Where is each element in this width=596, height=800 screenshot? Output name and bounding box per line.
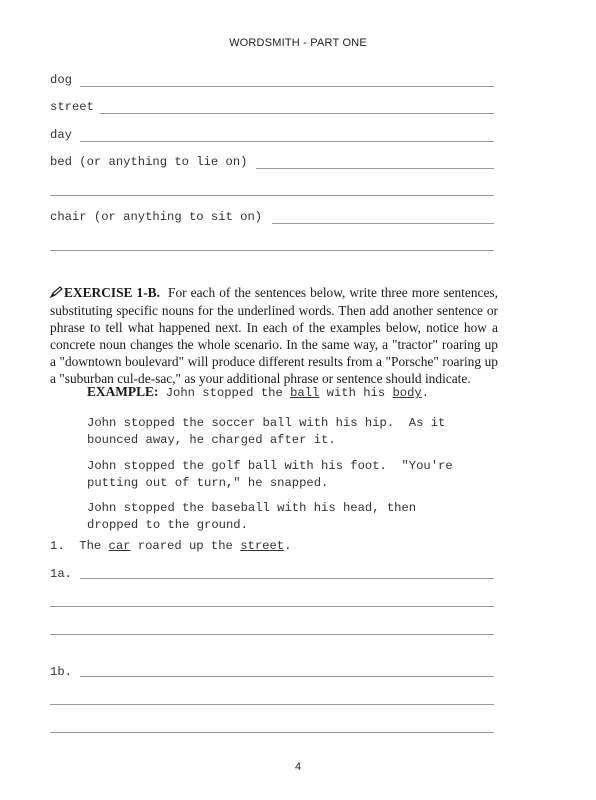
example-sample: John stopped the golf ball with his foot. "You're putting out of turn," he snapped.: [87, 459, 453, 490]
underlined-noun: car: [108, 539, 131, 553]
answer-line[interactable]: [272, 223, 494, 224]
underlined-noun: ball: [290, 386, 320, 400]
exercise-heading: EXERCISE 1-B.: [64, 285, 160, 300]
example-sample: John stopped the soccer ball with his hip. As it bounced away, he charged after it.: [87, 416, 446, 447]
answer-line[interactable]: [50, 195, 494, 196]
question-1-sentence: 1. The car roared up the street.: [50, 539, 292, 553]
answer-line[interactable]: [80, 578, 494, 579]
answer-line[interactable]: [100, 113, 494, 114]
answer-line[interactable]: [256, 168, 494, 169]
page-header: WORDSMITH - PART ONE: [229, 37, 367, 49]
example-sentence: EXAMPLE: John stopped the ball with his body.: [87, 384, 430, 400]
prompt-label-day: day: [50, 128, 72, 142]
exercise-instructions: [50, 284, 498, 387]
prompt-label-bed: bed (or anything to lie on): [50, 155, 248, 169]
example-sample: John stopped the baseball with his head, then dropped to the ground.: [87, 501, 417, 532]
answer-line[interactable]: [50, 634, 494, 635]
prompt-label-chair: chair (or anything to sit on): [50, 210, 263, 224]
underlined-noun: street: [240, 539, 285, 553]
answer-line[interactable]: [50, 250, 494, 251]
answer-line[interactable]: [80, 676, 494, 677]
underlined-noun: body: [392, 386, 422, 400]
pencil-icon: [50, 285, 63, 302]
answer-line[interactable]: [80, 86, 494, 87]
example-label: EXAMPLE:: [87, 384, 159, 399]
answer-line[interactable]: [80, 141, 494, 142]
answer-line[interactable]: [50, 606, 494, 607]
answer-line[interactable]: [50, 704, 494, 705]
question-number: 1.: [50, 539, 65, 553]
prompt-label-street: street: [50, 100, 94, 114]
exercise-instruction-text: For each of the sentences below, write three more sentences, substituting specific nouns for the underlined words. Then add another sentence or phrase to tell what happened next. In each of the examples below, notice how a concrete noun changes the whole scenario. In the same way, a "tractor" roaring up a "downtown boulevard" will produce different results from a "Porsche" roaring up a "suburban cul-de-sac," as your additional phrase or sentence should indicate.: [50, 285, 498, 386]
page-number: 4: [294, 761, 302, 773]
answer-line[interactable]: [50, 732, 494, 733]
answer-label-1b: 1b.: [50, 665, 72, 679]
prompt-label-dog: dog: [50, 73, 72, 87]
answer-label-1a: 1a.: [50, 567, 72, 581]
